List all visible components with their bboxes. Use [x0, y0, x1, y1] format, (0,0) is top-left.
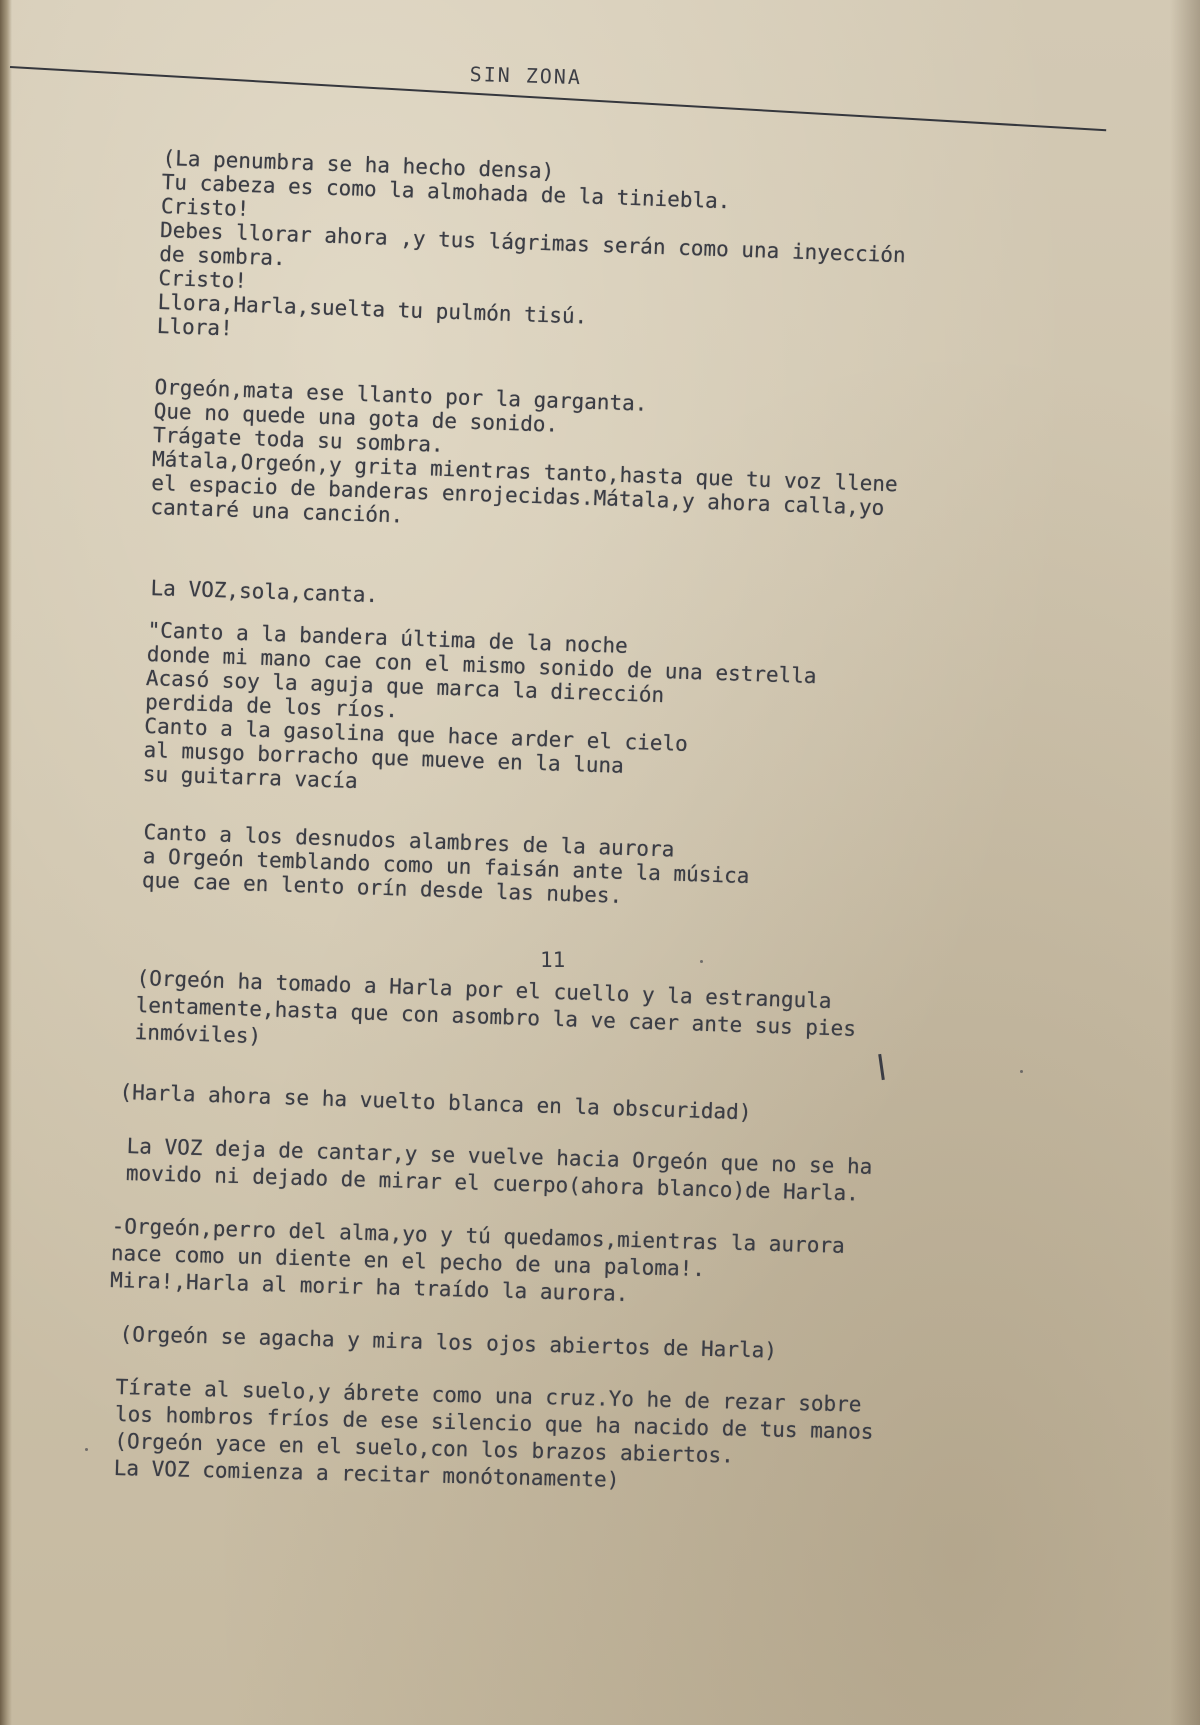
page-shadow	[1170, 0, 1200, 1725]
song-stanza-1: "Canto a la bandera última de la noche donde mi mano cae con el mismo sonido de una estrella Acasó soy la aguja que marca la dirección perdida de los ríos. Canto a la gasolina que hace arder el cielo al musgo borracho que mueve en la luna su guitarra vacía	[142, 618, 817, 794]
speech-orgeon-perro: -Orgeón,perro del alma,yo y tú quedamos,mientras la aurora nace como un diente en el pecho de una paloma!. Mira!,Harla al morir ha traído la aurora.	[109, 1213, 846, 1306]
song-stanza-2: Canto a los desnudos alambres de la aurora a Orgeón temblando como un faisán ante la música que cae en lento orín desde las nubes.	[141, 820, 750, 908]
page-binding-edge	[0, 0, 12, 1725]
paper-speck	[700, 960, 703, 963]
stage-direction-voz-canta: La VOZ,sola,canta.	[150, 576, 379, 608]
paper-speck	[85, 1448, 88, 1451]
stage-direction-voz-deja: La VOZ deja de cantar,y se vuelve hacia Orgeón que no se ha movido ni dejado de mirar el cuerpo(ahora blanco)de Harla.	[125, 1133, 873, 1206]
stanza-penumbra: (La penumbra se ha hecho densa) Tu cabeza es como la almohada de la tiniebla. Cristo! Debes llorar ahora ,y tus lágrimas serán como una inyección de sombra. Cristo! Llora,Harla,suelta tu pulmón tisú. Llora!	[156, 146, 907, 341]
stanza-orgeon-mata: Orgeón,mata ese llanto por la garganta. Que no quede una gota de sonido. Trágate toda su sombra. Mátala,Orgeón,y grita mientras tanto,hasta que tu voz llene el espacio de banderas enrojecidas.Mátala,y ahora calla,yo cantaré una canción.	[150, 375, 899, 528]
speech-tirate-al-suelo: Tírate al suelo,y ábrete como una cruz.Yo he de rezar sobre los hombros fríos de ese silencio que ha nacido de tus manos (Orgeón yace en el suelo,con los brazos abiertos. La VOZ comienza a recitar monótonamente)	[113, 1374, 874, 1492]
paper-speck	[1020, 1070, 1023, 1073]
page-number: 11	[540, 948, 566, 972]
stage-direction-harla-blanca: (Harla ahora se ha vuelto blanca en la obscuridad)	[119, 1080, 752, 1125]
ink-mark	[878, 1054, 885, 1080]
stage-direction-agacha: (Orgeón se agacha y mira los ojos abiertos de Harla)	[119, 1322, 778, 1363]
running-header: SIN ZONA	[469, 62, 583, 90]
stage-direction-estrangula: (Orgeón ha tomado a Harla por el cuello y la estrangula lentamente,hasta que con asombro la ve caer ante sus pies inmóviles)	[134, 965, 857, 1049]
